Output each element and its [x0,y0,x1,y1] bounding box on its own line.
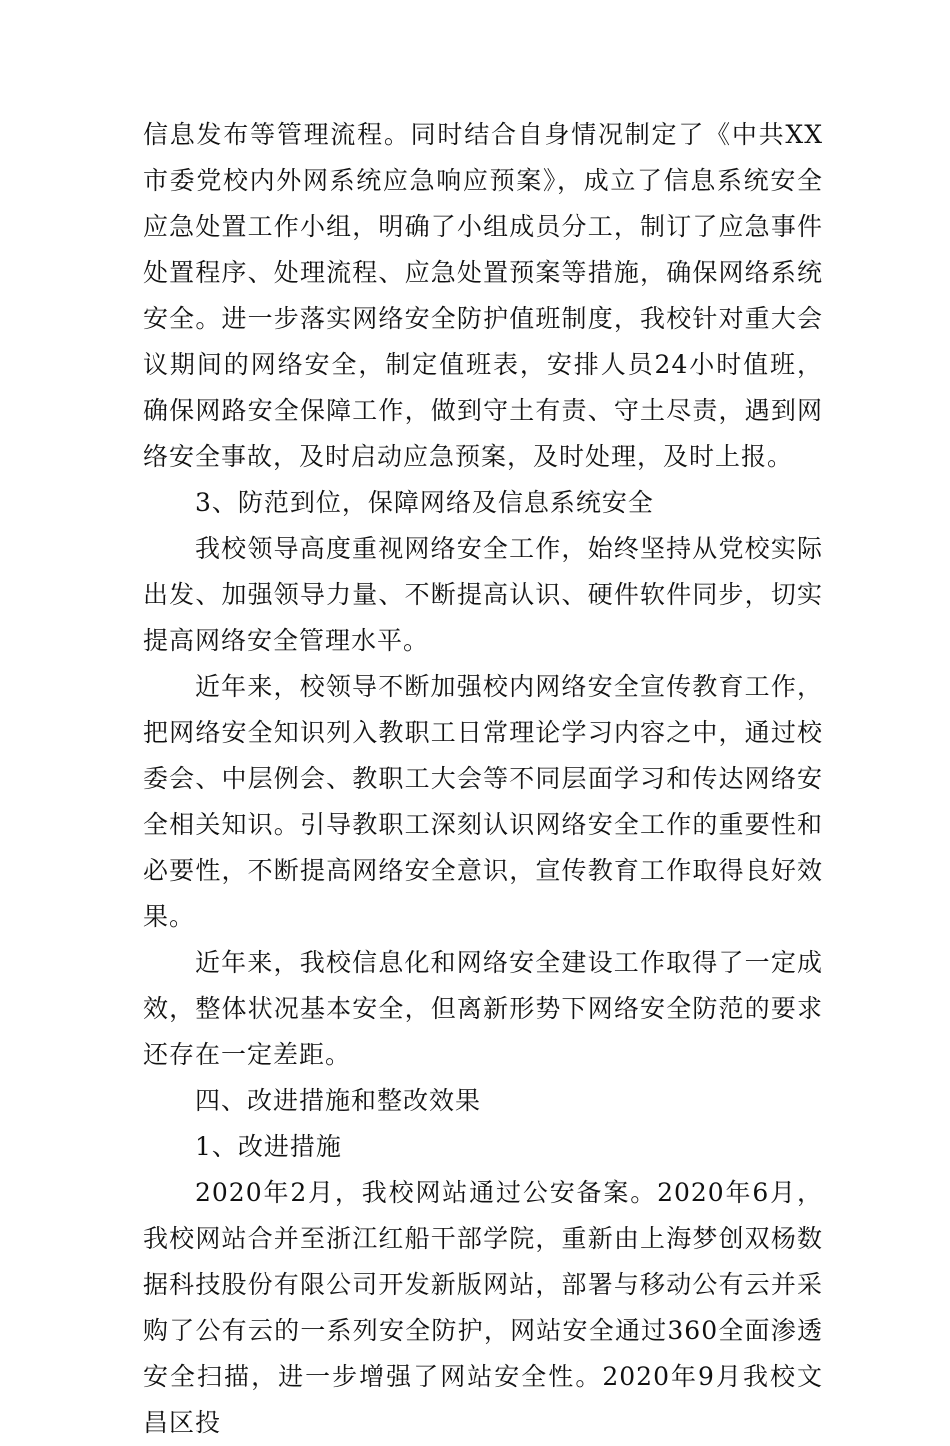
paragraph-improvements: 2020年2月，我校网站通过公安备案。2020年6月，我校网站合并至浙江红船干部学院，重新由上海梦创双杨数据科技股份有限公司开发新版网站，部署与移动公有云并采购了公有云的一系列安全防护，网站安全通过360全面渗透安全扫描，进一步增强了网站安全性。2020年9月我校文昌区投 [143,1178,823,1437]
section-heading-3: 3、防范到位，保障网络及信息系统安全 [195,488,654,517]
paragraph-leadership: 我校领导高度重视网络安全工作，始终坚持从党校实际出发、加强领导力量、不断提高认识、硬件软件同步，切实提高网络安全管理水平。 [143,534,823,655]
paragraph-continuation: 信息发布等管理流程。同时结合自身情况制定了《中共XX市委党校内外网系统应急响应预案》，成立了信息系统安全应急处置工作小组，明确了小组成员分工，制订了应急事件处置程序、处理流程、应急处置预案等措施，确保网络系统安全。进一步落实网络安全防护值班制度，我校针对重大会议期间的网络安全，制定值班表，安排人员24小时值班，确保网路安全保障工作，做到守土有责、守土尽责，遇到网络安全事故，及时启动应急预案，及时处理，及时上报。 [143,120,823,471]
document-page [143,112,823,1446]
paragraph-education: 近年来，校领导不断加强校内网络安全宣传教育工作，把网络安全知识列入教职工日常理论学习内容之中，通过校委会、中层例会、教职工大会等不同层面学习和传达网络安全相关知识。引导教职工深刻认识网络安全工作的重要性和必要性，不断提高网络安全意识，宣传教育工作取得良好效果。 [143,672,823,931]
section-heading-4: 四、改进措施和整改效果 [195,1086,482,1115]
paragraph-status: 近年来，我校信息化和网络安全建设工作取得了一定成效，整体状况基本安全，但离新形势下网络安全防范的要求还存在一定差距。 [143,948,823,1069]
subsection-heading-1: 1、改进措施 [195,1132,342,1161]
